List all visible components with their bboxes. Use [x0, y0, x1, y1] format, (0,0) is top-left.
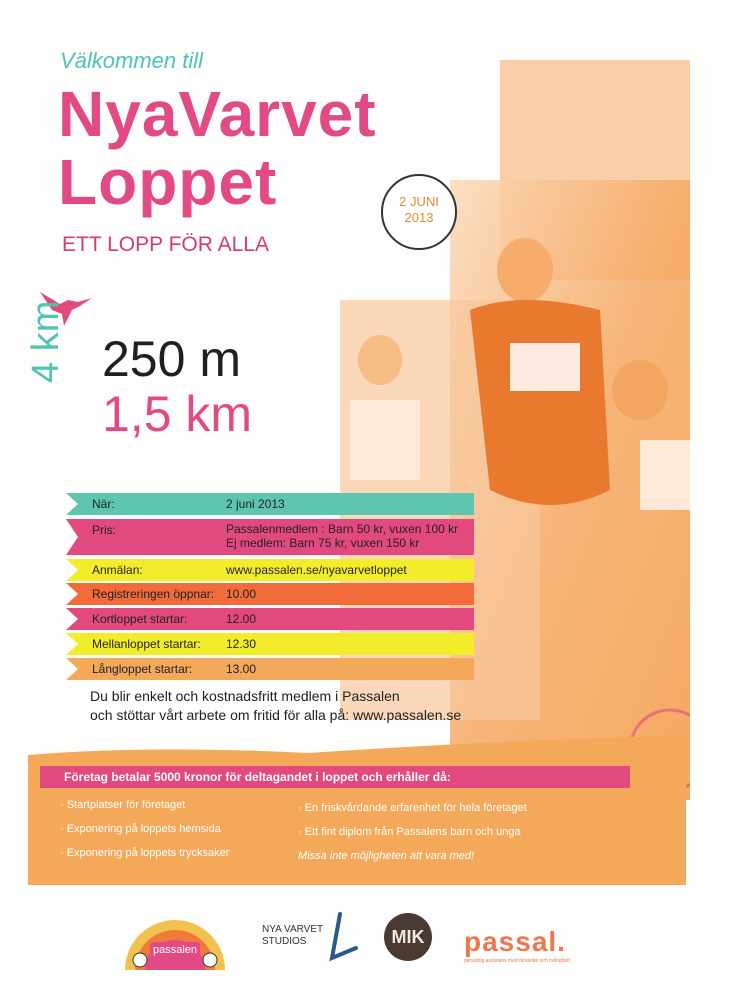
- info-label: Kortloppet startar:: [92, 612, 188, 626]
- passalen-logo-text: passalen: [152, 944, 198, 956]
- info-label: Mellanloppet startar:: [92, 637, 201, 651]
- info-label: Anmälan:: [92, 563, 143, 577]
- info-row-registration: [66, 583, 474, 605]
- info-label: När:: [92, 497, 115, 511]
- title-line-2: Loppet: [58, 146, 278, 218]
- passal-logo: passal.: [464, 926, 566, 957]
- date-day: 2 JUNI: [399, 194, 439, 209]
- passalen-logo-graphic: [120, 912, 230, 972]
- info-label: Registreringen öppnar:: [92, 587, 215, 601]
- distance-4km: 4 km: [25, 300, 67, 383]
- corporate-benefit: · En friskvårdande erfarenhet för hela företaget: [298, 802, 527, 814]
- corporate-benefit: · Startplatser för företaget: [60, 799, 186, 811]
- info-value: 12.30: [226, 637, 257, 651]
- date-year: 2013: [404, 210, 434, 225]
- date-badge: [381, 174, 457, 250]
- event-title: [58, 80, 377, 216]
- corporate-closing: Missa inte möjligheten att vara med!: [298, 850, 475, 862]
- info-row-signup: [66, 559, 474, 581]
- passalen-logo: [120, 912, 230, 972]
- distance-1-5km: 1,5 km: [102, 386, 253, 442]
- nya-varvet-line-1: NYA VARVET: [262, 924, 324, 935]
- nya-varvet-logo: [262, 924, 323, 948]
- info-value: [226, 522, 458, 550]
- info-row-price: [66, 519, 474, 555]
- info-label: Pris:: [92, 523, 116, 537]
- info-value: 2 juni 2013: [226, 497, 285, 511]
- price-members: Passalenmedlem : Barn 50 kr, vuxen 100 kr: [226, 522, 459, 536]
- welcome-text: Välkommen till: [60, 48, 204, 73]
- passal-tagline: personlig assistans med omtanke och mångfald: [464, 958, 570, 964]
- corporate-heading-text: Företag betalar 5000 kronor för deltagandet i loppet och erhåller då:: [64, 770, 451, 784]
- price-nonmembers: Ej medlem: Barn 75 kr, vuxen 150 kr: [226, 536, 420, 550]
- info-row-mid-race: [66, 633, 474, 655]
- info-label: Långloppet startar:: [92, 662, 193, 676]
- nya-varvet-mark-icon: [318, 912, 358, 968]
- corporate-heading: [40, 766, 630, 788]
- nya-varvet-line-2: STUDIOS: [262, 936, 307, 947]
- title-line-1: NyaVarvet: [58, 78, 377, 150]
- corporate-benefit: · Exponering på loppets trycksaker: [60, 847, 230, 859]
- info-row-long-race: [66, 658, 474, 680]
- corporate-benefit: · Exponering på loppets hemsida: [60, 823, 221, 835]
- mik-logo: MIK: [384, 913, 432, 961]
- info-value: 13.00: [226, 662, 257, 676]
- info-value: 12.00: [226, 612, 257, 626]
- membership-line-1: Du blir enkelt och kostnadsfritt medlem i Passalen: [90, 688, 400, 704]
- signup-link[interactable]: www.passalen.se/nyavarvetloppet: [226, 563, 407, 577]
- info-row-short-race: [66, 608, 474, 630]
- membership-line-2: och stöttar vårt arbete om fritid för alla på: www.passalen.se: [90, 707, 462, 723]
- membership-text: [90, 687, 461, 725]
- corporate-benefit: · Ett fint diplom från Passalens barn och unga: [298, 826, 521, 838]
- distance-250m: 250 m: [102, 331, 241, 387]
- info-value: 10.00: [226, 587, 257, 601]
- tagline: ETT LOPP FÖR ALLA: [62, 233, 269, 256]
- info-row-when: [66, 493, 474, 515]
